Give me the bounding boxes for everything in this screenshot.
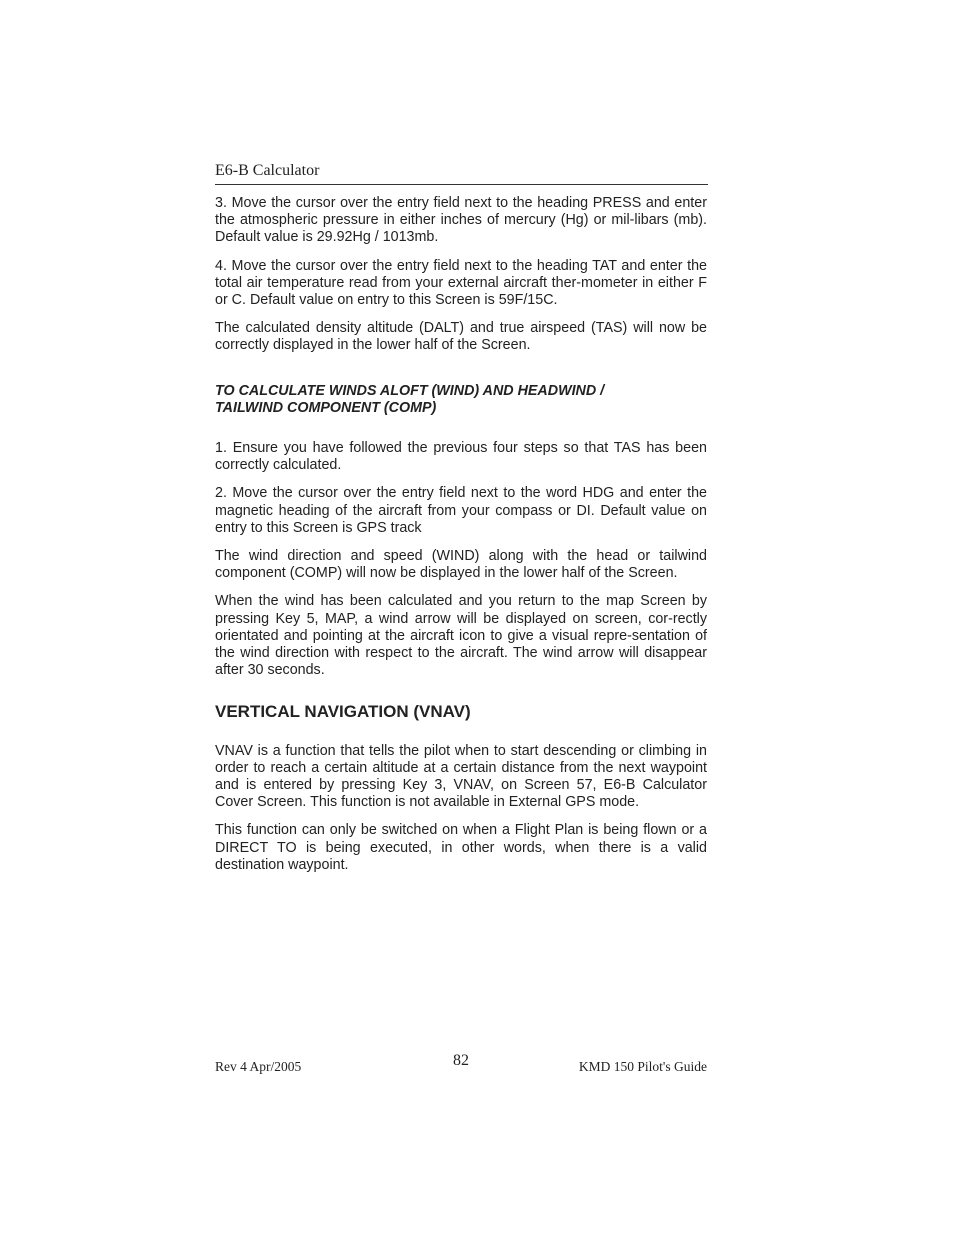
wind-result-paragraph: The wind direction and speed (WIND) along with the head or tailwind component (COMP) will now be displayed in the lower half of the Screen.	[215, 548, 707, 582]
wind-step-2-paragraph: 2. Move the cursor over the entry field next to the word HDG and enter the magnetic heading of the aircraft from your compass or DI. Default value on entry to this Screen is GPS track	[215, 485, 707, 536]
footer-revision: Rev 4 Apr/2005	[215, 1059, 302, 1074]
wind-arrow-paragraph: When the wind has been calculated and you return to the map Screen by pressing Key 5, MAP, a wind arrow will be displayed on screen, cor-rectly orientated and pointing at the aircraft icon to give a visual repre-sentation of the wind direction with respect to the aircraft. The wind arrow will disappear after 30 seconds.	[215, 593, 707, 679]
winds-aloft-subheading-line1: TO CALCULATE WINDS ALOFT (WIND) AND HEADWIND /	[215, 382, 605, 399]
winds-aloft-subheading	[215, 383, 707, 417]
step-4-paragraph: 4. Move the cursor over the entry field next to the heading TAT and enter the total air temperature read from your external aircraft ther-mometer in either F or C. Default value on entry to this Screen is 59F/15C.	[215, 257, 707, 309]
wind-step-1-paragraph: 1. Ensure you have followed the previous four steps so that TAS has been correctly calculated.	[215, 440, 707, 474]
vnav-condition-paragraph: This function can only be switched on when a Flight Plan is being flown or a DIRECT TO is being executed, in other words, when there is a valid destination waypoint.	[215, 822, 707, 873]
header-rule	[215, 184, 708, 185]
vnav-section-heading: VERTICAL NAVIGATION (VNAV)	[215, 702, 471, 722]
running-header-title: E6-B Calculator	[215, 162, 320, 179]
vnav-description-paragraph: VNAV is a function that tells the pilot when to start descending or climbing in order to reach a certain altitude at a certain distance from the next waypoint and is entered by pressing Key 3, VNAV, on Screen 57, E6-B Calculator Cover Screen. This function is not available in External GPS mode.	[215, 742, 707, 811]
footer-page-number: 82	[453, 1052, 469, 1069]
page-body	[215, 195, 707, 885]
footer-guide-title: KMD 150 Pilot's Guide	[578, 1059, 707, 1074]
step-3-paragraph: 3. Move the cursor over the entry field next to the heading PRESS and enter the atmospheric pressure in either inches of mercury (Hg) or mil-libars (mb). Default value is 29.92Hg / 1013mb.	[215, 195, 707, 246]
winds-aloft-subheading-line2: TAILWIND COMPONENT (COMP)	[215, 399, 437, 416]
dalt-tas-paragraph: The calculated density altitude (DALT) and true airspeed (TAS) will now be correctly displayed in the lower half of the Screen.	[215, 320, 707, 354]
